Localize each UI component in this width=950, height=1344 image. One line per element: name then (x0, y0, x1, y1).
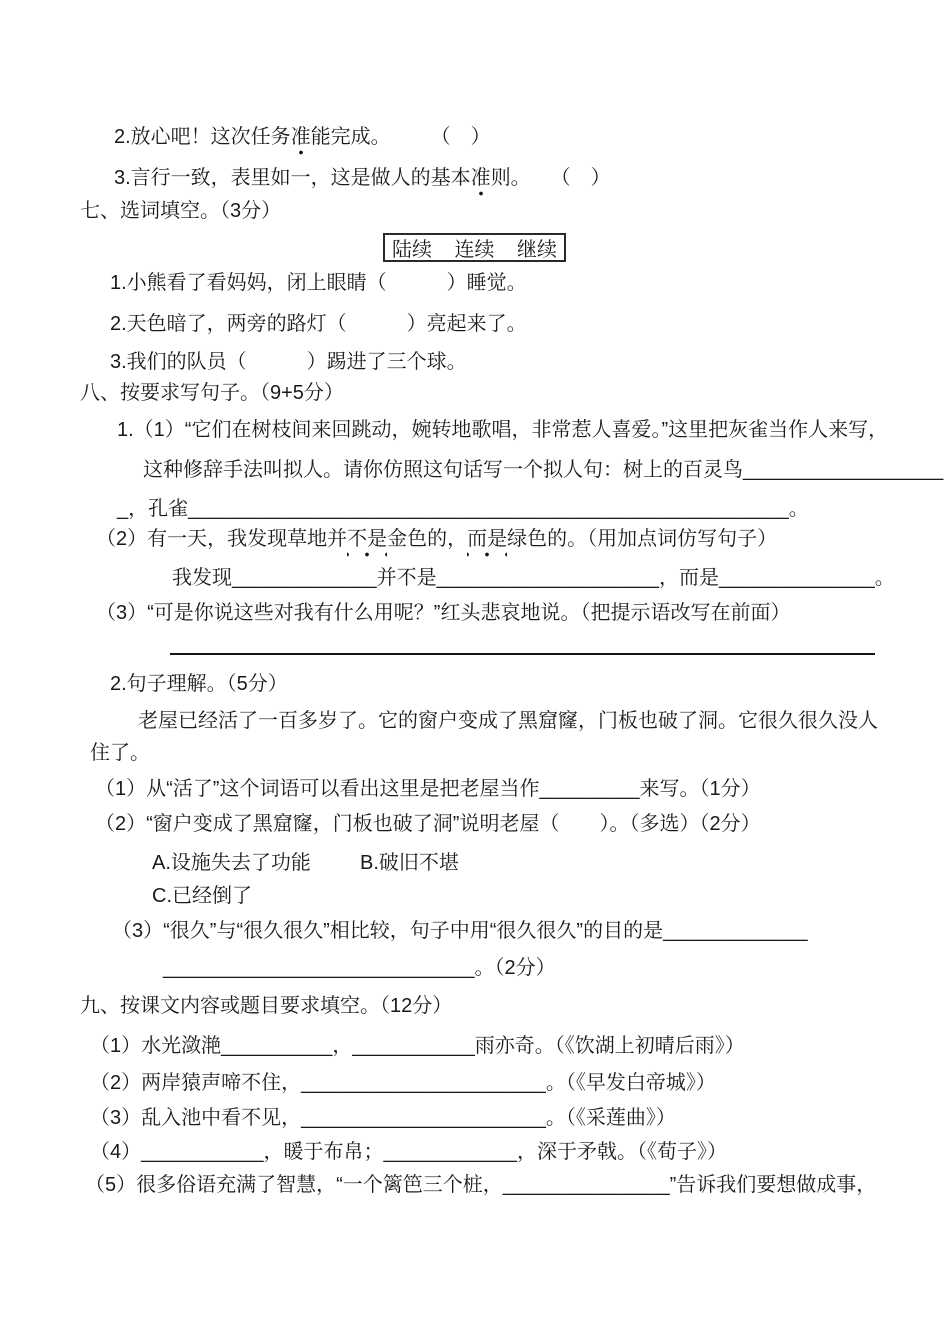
answer-rule-line (170, 653, 875, 655)
recite-item-2: （2）两岸猿声啼不住，______________________。（《早发白帝城》） (90, 1072, 716, 1094)
sentence-q1-line1: 1.（1）“它们在树枝间来回跳动，婉转地歌唱，非常惹人喜爱。”这里把灰雀当作人来写， (117, 419, 889, 441)
answer-bracket: （ ） (520, 167, 611, 189)
sentence-q1-line2: 这种修辞手法叫拟人。请你仿照这句话写一个拟人句：树上的百灵鸟__________________ (143, 459, 944, 481)
passage-line-1: 老屋已经活了一百多岁了。它的窗户变成了黑窟窿，门板也破了洞。它很久很久没人 (138, 710, 878, 732)
recite-item-4: （4）___________，暖于布帛；____________，深于矛戟。（《荀子》） (90, 1141, 727, 1163)
option-b: B.破旧不堪 (360, 852, 459, 874)
word-bank-word-2: 连续 (454, 239, 495, 261)
sentence-q2 (96, 526, 777, 553)
sentence-q2-text-mid: 金色的， (387, 528, 468, 550)
sentence-q1-line3: _，孔雀______________________________________________________。 (117, 498, 809, 520)
answer-bracket: （ ） (380, 126, 491, 148)
tf-item-3-text: 3.言行一致，表里如一，这是做人的基本 (114, 167, 471, 189)
sentence-q3: （3）“可是你说这些对我有什么用呢？”红头悲哀地说。（把提示语改写在前面） (96, 602, 791, 624)
comprehension-label: 2.句子理解。（5分） (110, 673, 288, 695)
option-a: A.设施失去了功能 (152, 852, 311, 874)
emphasis-dot-word: 而是 (467, 528, 507, 557)
comprehension-sub2: （2）“窗户变成了黑窟窿，门板也破了洞”说明老屋（ ）。（多选）（2分） (95, 813, 761, 835)
sentence-q2-text-after: 绿色的。（用加点词仿写句子） (507, 528, 778, 550)
tf-item-2 (114, 124, 491, 151)
tf-item-2-text: 2.放心吧！这次任务 (114, 126, 291, 148)
sentence-q2-answer-line: 我发现_____________并不是____________________，而是______________。 (172, 567, 895, 589)
word-bank-word-1: 陆续 (392, 239, 432, 261)
emphasis-dot-char: 准 (471, 167, 491, 196)
recite-item-5: （5）很多俗语充满了智慧，“一个篱笆三个桩，_______________”告诉我们要想做成事， (85, 1174, 877, 1196)
option-c: C.已经倒了 (152, 885, 252, 907)
sentence-q2-text: （2）有一天，我发现草地并 (96, 528, 348, 550)
section-9-heading: 九、按课文内容或题目要求填空。（12分） (80, 995, 453, 1017)
fill-word-item-3: 3.我们的队员（ ）踢进了三个球。 (110, 351, 467, 373)
fill-word-item-1: 1.小熊看了看妈妈，闭上眼睛（ ）睡觉。 (110, 272, 527, 294)
word-bank-word-3: 继续 (517, 239, 557, 261)
section-7-heading: 七、选词填空。（3分） (80, 200, 282, 222)
word-bank-box (383, 233, 566, 262)
passage-line-2: 住了。 (90, 742, 150, 764)
tf-item-3 (114, 165, 611, 192)
tf-item-2-text-after: 能完成。 (310, 126, 381, 148)
comprehension-sub3-line2: ____________________________。（2分） (163, 957, 556, 979)
comprehension-sub1: （1）从“活了”这个词语可以看出这里是把老屋当作_________来写。（1分） (95, 778, 761, 800)
tf-item-3-text-after: 则。 (490, 167, 521, 189)
comprehension-sub3-line1: （3）“很久”与“很久很久”相比较，句子中用“很久很久”的目的是_____________ (112, 920, 808, 942)
fill-word-item-2: 2.天色暗了，两旁的路灯（ ）亮起来了。 (110, 313, 527, 335)
emphasis-dot-word: 不是 (347, 528, 387, 557)
emphasis-dot-char: 准 (291, 126, 311, 155)
recite-item-1: （1）水光潋滟__________，___________雨亦奇。（《饮湖上初晴后雨》） (90, 1035, 745, 1057)
recite-item-3: （3）乱入池中看不见，______________________。（《采莲曲》） (90, 1107, 676, 1129)
section-8-heading: 八、按要求写句子。（9+5分） (80, 382, 344, 404)
